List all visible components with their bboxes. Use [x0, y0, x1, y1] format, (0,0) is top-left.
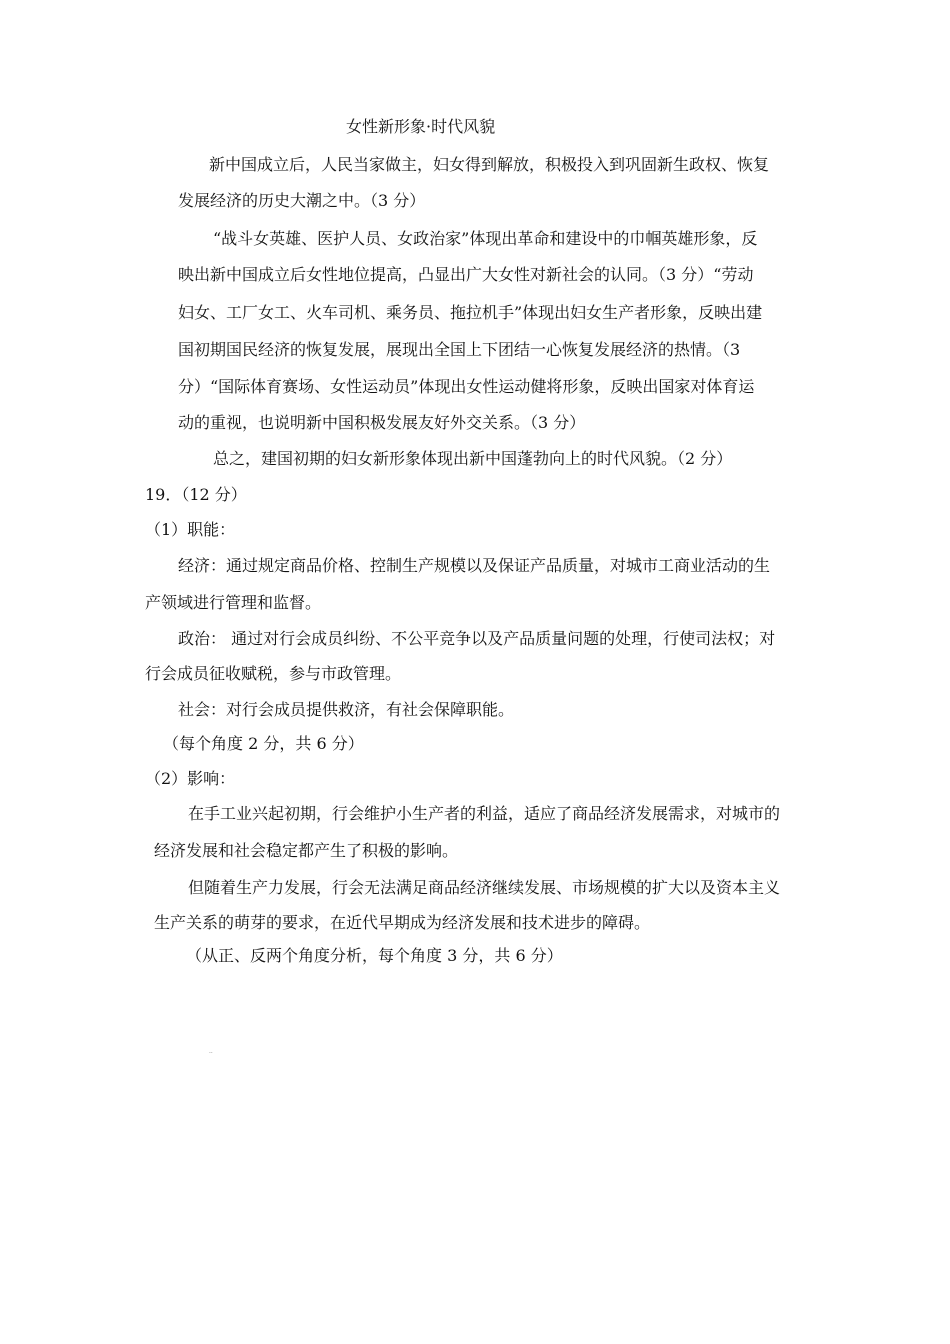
- economy-line: 产领域进行管理和监督。: [145, 593, 322, 612]
- paragraph-line: “战斗女英雄、医护人员、女政治家”体现出革命和建设中的巾帼英雄形象，反: [213, 229, 758, 248]
- question-heading: 19．（12 分）: [145, 485, 247, 504]
- politics-line: 政治： 通过对行会成员纠纷、不公平竞争以及产品质量问题的处理，行使司法权；对: [178, 629, 776, 648]
- paragraph-line: 新中国成立后，人民当家做主，妇女得到解放，积极投入到巩固新生政权、恢复: [209, 155, 770, 174]
- negative-line: 但随着生产力发展，行会无法满足商品经济继续发展、市场规模的扩大以及资本主义: [188, 878, 781, 897]
- part-label: （1）职能：: [145, 520, 236, 539]
- politics-line: 行会成员征收赋税，参与市政管理。: [145, 664, 402, 683]
- positive-line: 经济发展和社会稳定都产生了积极的影响。: [154, 841, 459, 860]
- score-note: （每个角度 2 分，共 6 分）: [163, 734, 364, 753]
- summary-line: 总之，建国初期的妇女新形象体现出新中国蓬勃向上的时代风貌。（2 分）: [213, 449, 733, 468]
- section-title: 女性新形象·时代风貌: [346, 117, 496, 136]
- part-label: （2）影响：: [145, 769, 236, 788]
- paragraph-line: 分）“国际体育赛场、女性运动员”体现出女性运动健将形象，反映出国家对体育运: [178, 377, 755, 396]
- positive-line: 在手工业兴起初期，行会维护小生产者的利益，适应了商品经济发展需求，对城市的: [188, 804, 781, 823]
- paragraph-line: 动的重视，也说明新中国积极发展友好外交关系。（3 分）: [178, 413, 586, 432]
- negative-line: 生产关系的萌芽的要求，在近代早期成为经济发展和技术进步的障碍。: [154, 913, 651, 932]
- economy-line: 经济：通过规定商品价格、控制生产规模以及保证产品质量，对城市工商业活动的生: [178, 556, 771, 575]
- paragraph-line: 映出新中国成立后女性地位提高，凸显出广大女性对新社会的认同。（3 分）“劳动: [178, 265, 754, 284]
- score-note: （从正、反两个角度分析，每个角度 3 分，共 6 分）: [186, 946, 563, 965]
- paragraph-line: 妇女、工厂女工、火车司机、乘务员、拖拉机手”体现出妇女生产者形象，反映出建: [178, 303, 763, 322]
- paragraph-line: 国初期国民经济的恢复发展，展现出全国上下团结一心恢复发展经济的热情。（3: [178, 340, 741, 359]
- paragraph-line: 发展经济的历史大潮之中。（3 分）: [178, 191, 426, 210]
- society-line: 社会：对行会成员提供救济，有社会保障职能。: [178, 700, 515, 719]
- stray-mark: ··: [209, 1050, 213, 1057]
